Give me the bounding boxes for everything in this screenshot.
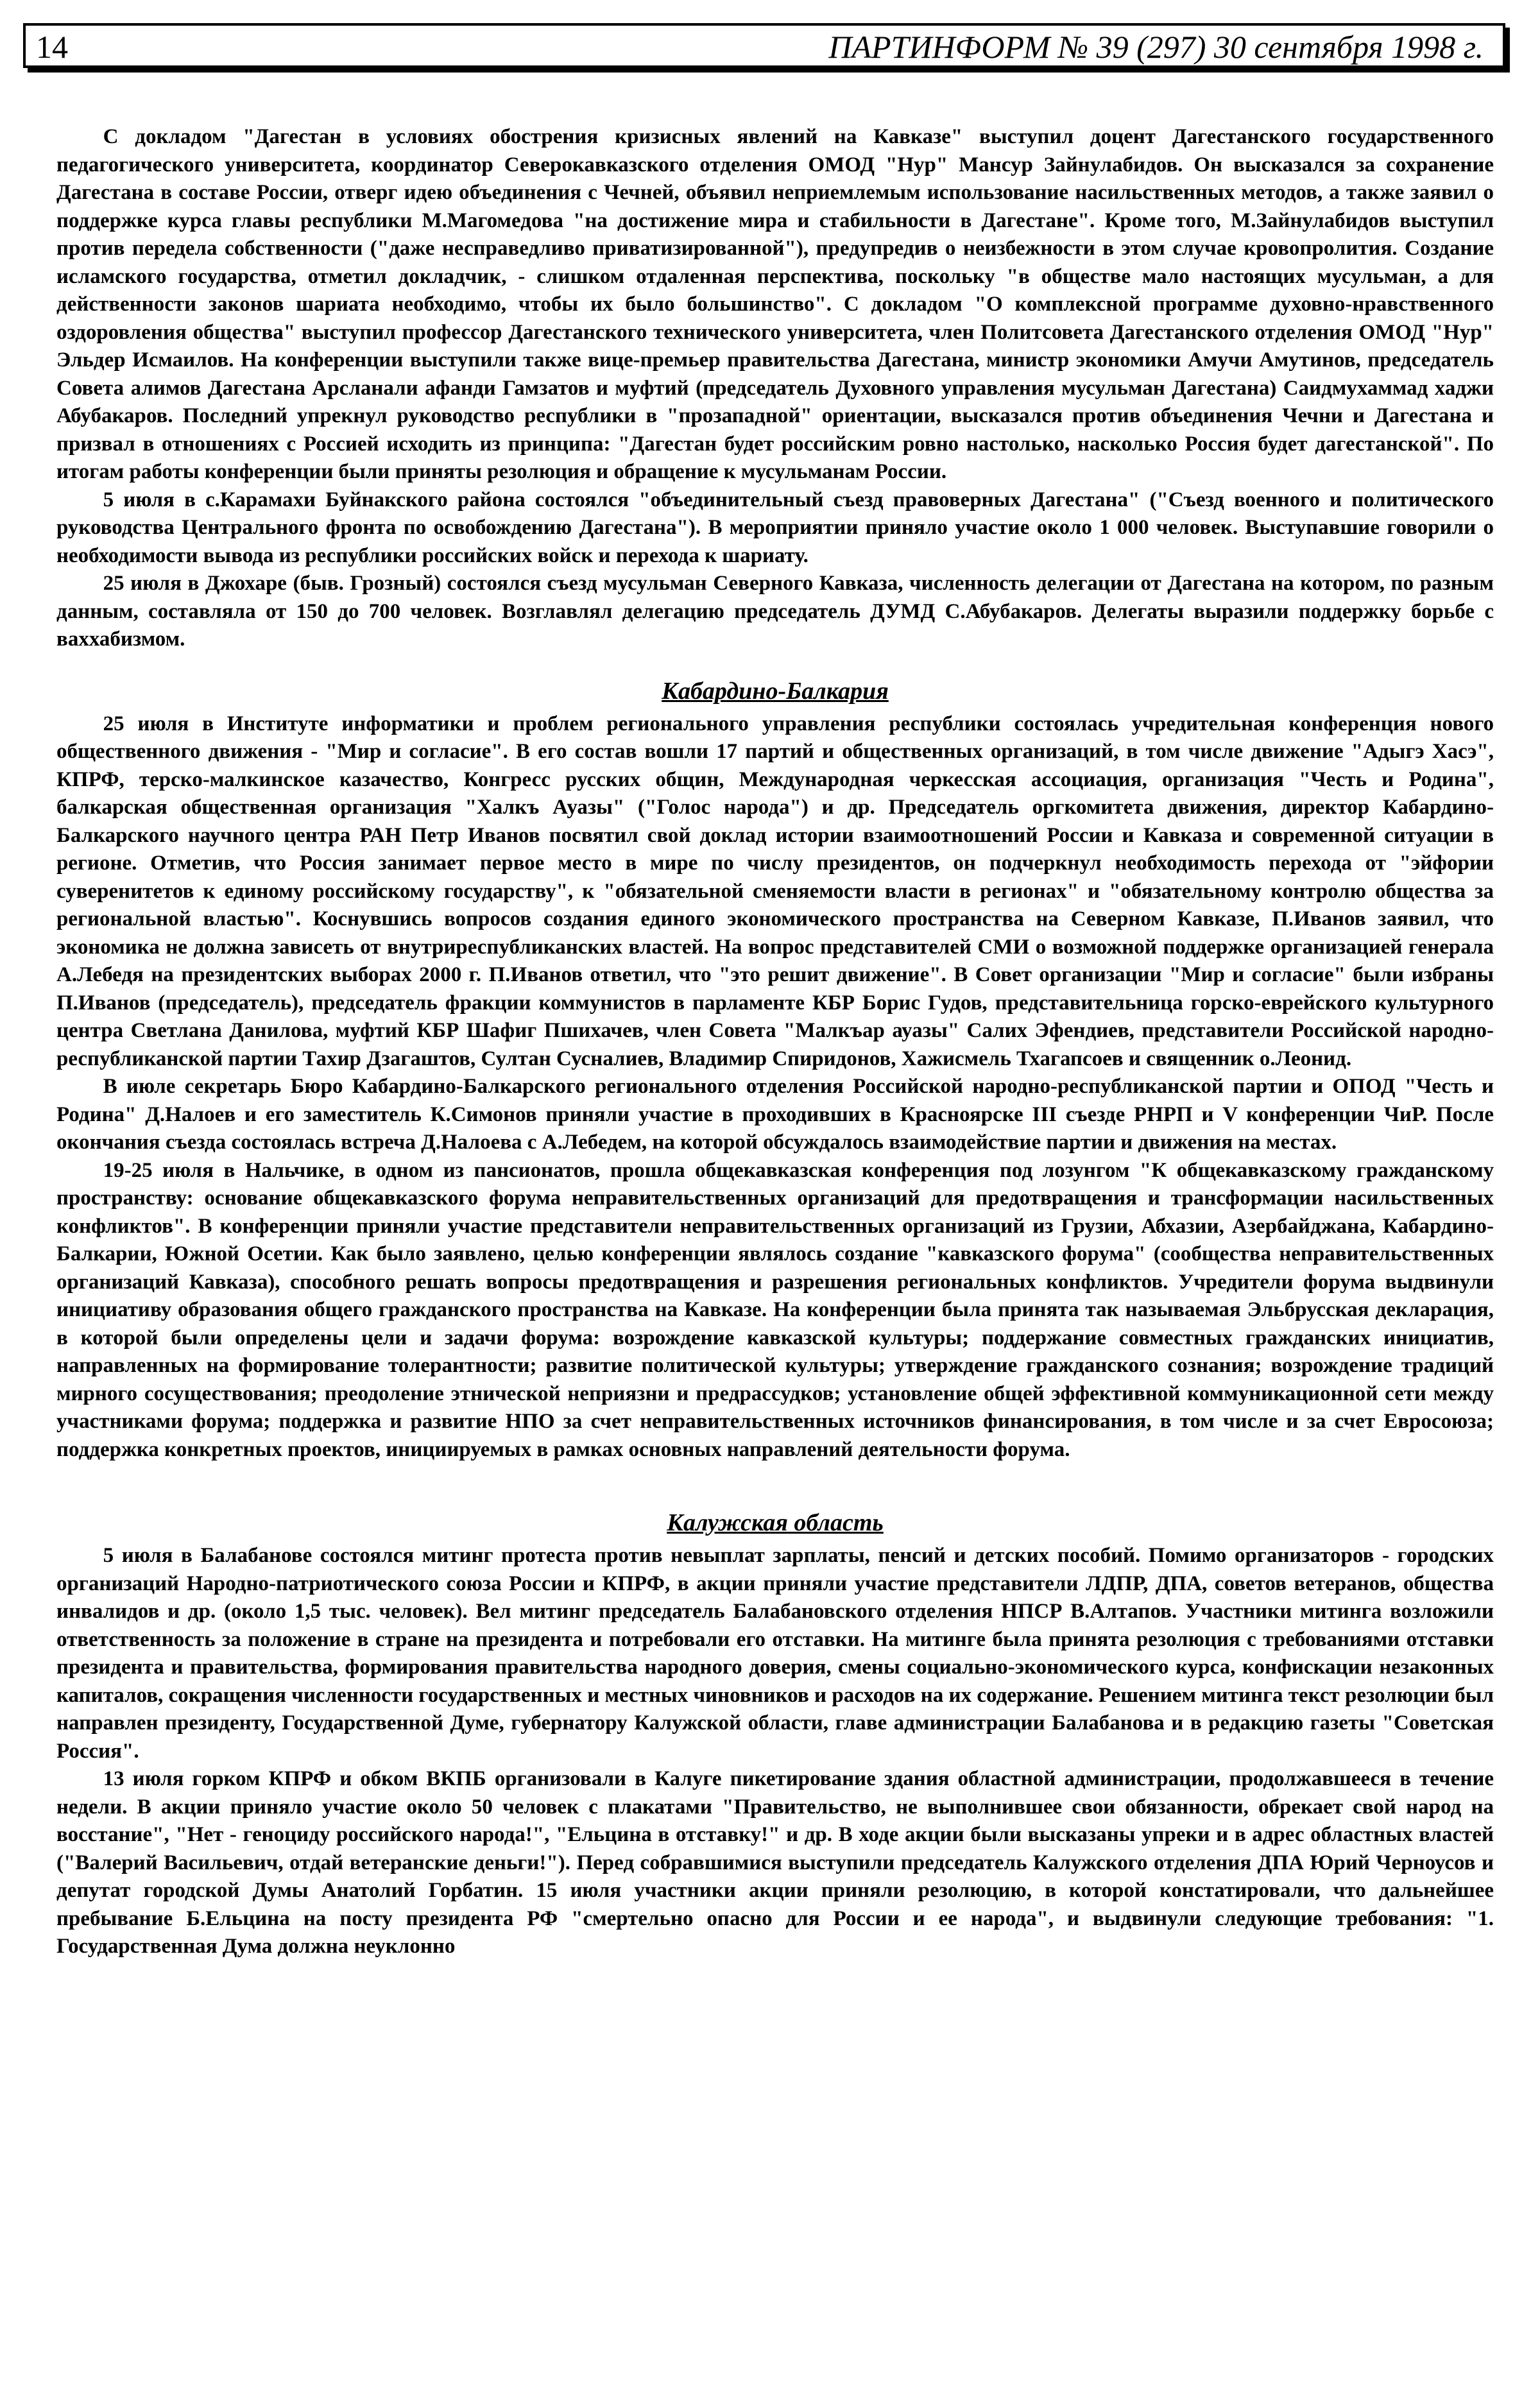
paragraph: 25 июля в Институте информатики и проблем регионального управления республики состоялась учредительная конференция нового общественного движения - "Мир и согласие". В его состав вошли 17 партий и общественных организаций, в том числе движение "Адыгэ Хасэ", КПРФ, терско-малкинское казачество, Конгресс русских общин, Международная черкесская ассоциация, организация "Честь и Родина", балкарская общественная организация "Халкъ Ауазы" ("Голос народа") и др. Председатель оргкомитета движения, директор Кабардино-Балкарского научного центра РАН Петр Иванов посвятил свой доклад истории взаимоотношений России и Кавказа и современной ситуации в регионе. Отметив, что Россия занимает первое место в мире по числу президентов, он подчеркнул необходимость перехода от "эйфории суверенитетов к единому российскому государству", к "обязательной сменяемости власти в регионах" и "обязательному контролю общества за региональной властью". Коснувшись вопросов создания единого экономического пространства на Северном Кавказе, П.Иванов заявил, что экономика не должна зависеть от внутриреспубликанских властей. На вопрос представителей СМИ о возможной поддержке организацией генерала А.Лебедя на президентских выборах 2000 г. П.Иванов ответил, что "это решит движение". В Совет организации "Мир и согласие" были избраны П.Иванов (председатель), председатель фракции коммунистов в парламенте КБР Борис Гудов, представительница горско-еврейского культурного центра Светлана Данилова, муфтий КБР Шафиг Пшихачев, член Совета "Малкъар ауазы" Салих Эфендиев, представители Российской народно-республиканской партии Тахир Дзагаштов, Султан Сусналиев, Владимир Спиридонов, Хажисмель Тхагапсоев и священник о.Леонид.	[56, 712, 1494, 1070]
paragraph: С докладом "Дагестан в условиях обострения кризисных явлений на Кавказе" выступил доцент Дагестанского государственного педагогического университета, координатор Северокавказского отделения ОМОД "Нур" Мансур Зайнулабидов. Он высказался за сохранение Дагестана в составе России, отверг идею объединения с Чечней, объявил неприемлемым использование насильственных методов, а также заявил о поддержке курса главы республики М.Магомедова "на достижение мира и стабильности в Дагестане". Кроме того, М.Зайнулабидов выступил против передела собственности ("даже несправедливо приватизированной"), предупредив о неизбежности в этом случае кровопролития. Создание исламского государства, отметил докладчик, - слишком отдаленная перспектива, поскольку "в обществе мало настоящих мусульман, а для действенности законов шариата необходимо, чтобы их было большинство". С докладом "О комплексной программе духовно-нравственного оздоровления общества" выступил профессор Дагестанского технического университета, член Политсовета Дагестанского отделения ОМОД "Нур" Эльдер Исмаилов. На конференции выступили также вице-премьер правительства Дагестана, министр экономики Амучи Амутинов, председатель Совета алимов Дагестана Арсланали афанди Гамзатов и муфтий (председатель Духовного управления мусульман Дагестана) Саидмухаммад хаджи Абубакаров. Последний упрекнул руководство республики в "прозападной" ориентации, высказался против объединения Чечни и Дагестана и призвал в отношениях с Россией исходить из принципа: "Дагестан будет российским ровно настолько, насколько Россия будет дагестанской". По итогам работы конференции были приняты резолюция и обращение к мусульманам России.	[56, 125, 1494, 483]
section-kaluga	[56, 1504, 1494, 1961]
paragraph: 5 июля в с.Карамахи Буйнакского района состоялся "объединительный съезд правоверных Дагестана" ("Съезд военного и политического руководства Центрального фронта по освобождению Дагестана"). В мероприятии приняло участие около 1 000 человек. Выступавшие говорили о необходимости вывода из республики российских войск и перехода к шариату.	[56, 488, 1494, 567]
issue-title: ПАРТИНФОРМ № 39 (297) 30 сентября 1998 г.	[828, 29, 1484, 65]
article-body	[56, 123, 1494, 1961]
paragraph: 25 июля в Джохаре (быв. Грозный) состоялся съезд мусульман Северного Кавказа, численность делегации от Дагестана на котором, по разным данным, составляла от 150 до 700 человек. Возглавлял делегацию председатель ДУМД С.Абубакаров. Делегаты выразили поддержку борьбе с ваххабизмом.	[56, 572, 1494, 651]
page-number: 14	[36, 29, 68, 65]
paragraph: 5 июля в Балабанове состоялся митинг протеста против невыплат зарплаты, пенсий и детских пособий. Помимо организаторов - городских организаций Народно-патриотического союза России и КПРФ, в акции приняли участие представители ЛДПР, ДПА, советов ветеранов, общества инвалидов и др. (около 1,5 тыс. человек). Вел митинг председатель Балабановского отделения НПСР В.Алтапов. Участники митинга возложили ответственность за положение в стране на президента и потребовали его отставки. На митинге была принята резолюция с требованиями отставки президента и правительства, формирования правительства народного доверия, смены социально-экономического курса, конфискации незаконных капиталов, сокращения численности государственных и местных чиновников и расходов на их содержание. Решением митинга текст резолюции был направлен президенту, Государственной Думе, губернатору Калужской области, главе администрации Балабанова и в редакцию газеты "Советская Россия".	[56, 1544, 1494, 1763]
section-heading: Калужская область	[667, 1509, 884, 1536]
section-dagestan	[56, 123, 1494, 654]
paragraph: В июле секретарь Бюро Кабардино-Балкарского регионального отделения Российской народно-республиканской партии и ОПОД "Честь и Родина" Д.Налоев и его заместитель К.Симонов приняли участие в проходивших в Красноярске III съезде РНРП и V конференции ЧиР. После окончания съезда состоялась встреча Д.Налоева с А.Лебедем, на которой обсуждалось взаимодействие партии и движения на местах.	[56, 1075, 1494, 1154]
section-kabardino-balkaria	[56, 672, 1494, 1464]
section-heading: Кабардино-Балкария	[662, 677, 889, 705]
paragraph: 19-25 июля в Нальчике, в одном из пансионатов, прошла общекавказская конференция под лозунгом "К общекавказскому гражданскому пространству: основание общекавказского форума неправительственных организаций для предотвращения и трансформации насильственных конфликтов". В конференции приняли участие представители неправительственных организаций из Грузии, Абхазии, Азербайджана, Кабардино-Балкарии, Южной Осетии. Как было заявлено, целью конференции являлось создание "кавказского форума" (сообщества неправительственных организаций Кавказа), способного решать вопросы предотвращения и разрешения региональных конфликтов. Учредители форума выдвинули инициативу образования общего гражданского пространства на Кавказе. На конференции была принята так называемая Эльбрусская декларация, в которой были определены цели и задачи форума: возрождение кавказской культуры; поддержание совместных гражданских инициатив, направленных на формирование толерантности; развитие политической культуры; утверждение гражданского сознания; возрождение традиций мирного сосуществования; преодоление этнической неприязни и предрассудков; установление общей эффективной коммуникационной сети между участниками форума; поддержка и развитие НПО за счет неправительственных источников финансирования, в том числе и за счет Евросоюза; поддержка конкретных проектов, инициируемых в рамках основных направлений деятельности форума.	[56, 1158, 1494, 1461]
page-header	[23, 23, 1505, 68]
paragraph: 13 июля горком КПРФ и обком ВКПБ организовали в Калуге пикетирование здания областной администрации, продолжавшееся в течение недели. В акции приняло участие около 50 человек с плакатами "Правительство, не выполнившее свои обязанности, обрекает свой народ на восстание", "Нет - геноциду российского народа!", "Ельцина в отставку!" и др. В ходе акции были высказаны упреки и в адрес областных властей ("Валерий Васильевич, отдай ветеранские деньги!"). Перед собравшимися выступили председатель Калужского отделения ДПА Юрий Черноусов и депутат городской Думы Анатолий Горбатин. 15 июля участники акции приняли резолюцию, в которой констатировали, что дальнейшее пребывание Б.Ельцина на посту президента РФ "смертельно опасно для России и ее народа", и выдвинули следующие требования: "1. Государственная Дума должна неуклонно	[56, 1767, 1494, 1958]
